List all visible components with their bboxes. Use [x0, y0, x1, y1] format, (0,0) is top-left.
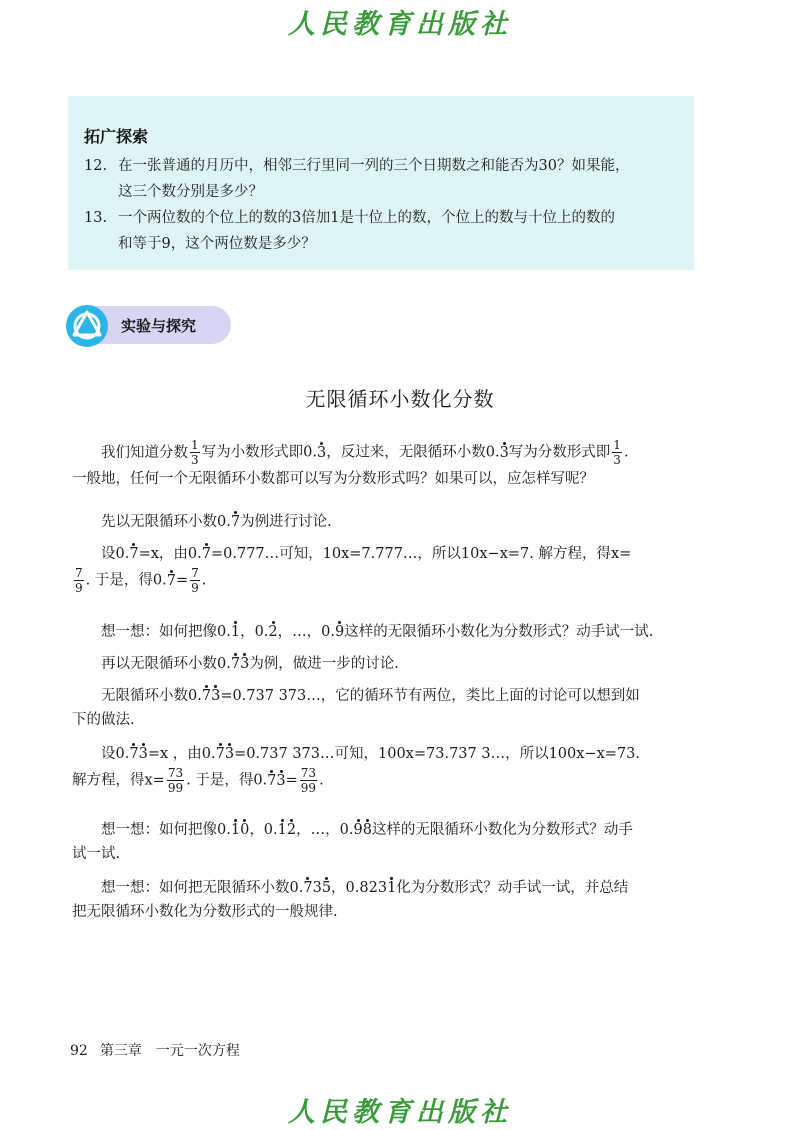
problem-text: 这三个数分别是多少？ [118, 184, 263, 200]
extension-exercise-box [68, 96, 694, 270]
publisher-logo-top: 人民教育出版社 [288, 9, 512, 40]
problem-12 [84, 153, 674, 205]
fraction: $\frac{73}{99}$ [167, 766, 184, 795]
page-number: 92 [70, 1043, 88, 1059]
fraction: $\frac{7}{9}$ [191, 566, 199, 595]
problem-text: 在一张普通的月历中，相邻三行里同一列的三个日期数之和能否为30？如果能， [118, 158, 630, 174]
box-title: 拓广探索 [84, 127, 149, 146]
paragraph-think-1: 想一想：如何把像0.1，0.2，…，0.9这样的无限循环小数化为分数形式？动手试一试. [72, 620, 698, 644]
problem-number: 13. [84, 210, 108, 226]
page-footer [70, 1040, 240, 1060]
problem-13 [84, 205, 674, 257]
problem-number: 12. [84, 158, 108, 174]
fraction: $\frac{73}{99}$ [300, 766, 317, 795]
fraction: $\frac{1}{3}$ [613, 438, 621, 467]
paragraph-think-2: 想一想：如何把像0.10，0.12，…，0.98这样的无限循环小数化为分数形式？动手 试一试. [72, 818, 698, 866]
paragraph-example-073: 再以无限循环小数0.73为例，做进一步的讨论. [72, 652, 698, 676]
problem-text: 一个两位数的个位上的数的3倍加1是十位上的数，个位上的数与十位上的数的 [118, 210, 615, 226]
fraction: $\frac{7}{9}$ [75, 566, 83, 595]
paragraph-loop-two-digits: 无限循环小数0.73=0.737 373…，它的循环节有两位，类比上面的讨论可以想到如 下的做法. [72, 684, 698, 732]
section-title: 无限循环小数化分数 [305, 387, 495, 411]
paragraph-intro: 我们知道分数 $\frac{1}{3}$ 写为小数形式即0.3，反过来，无限循环小数0.3写为分数形式即 $\frac{1}{3}$ . 一般地，任何一个无限循环小数都可以写为分数形式吗？如果可以，应怎样写呢？ [72, 438, 629, 487]
paragraph-solve-073: 设0.73=x ，由0.73=0.737 373…可知，100x=73.737 3…，所以100x−x=73. 解方程，得x= $\frac{73}{99}$ . 于是，得0.73= $\frac{73}{99}$ . [72, 742, 698, 795]
banner-label: 实验与探究 [121, 317, 197, 335]
triangle-circle-icon [66, 305, 108, 347]
chapter-title: 第三章 一元一次方程 [99, 1043, 240, 1059]
paragraph-example-07: 先以无限循环小数0.7为例进行讨论. [72, 510, 698, 534]
fraction: $\frac{1}{3}$ [191, 438, 199, 467]
problem-text: 和等于9，这个两位数是多少？ [118, 236, 316, 252]
paragraph-think-3: 想一想：如何把无限循环小数0.735，0.8231化为分数形式？动手试一试，并总结 把无限循环小数化为分数形式的一般规律. [72, 876, 698, 924]
paragraph-solve-07: 设0.7=x，由0.7=0.777…可知，10x=7.777…，所以10x−x=7. 解方程，得x= $\frac{7}{9}$ . 于是，得0.7= $\frac{7}{9}$ . [72, 542, 698, 595]
publisher-logo-bottom: 人民教育出版社 [288, 1097, 512, 1128]
